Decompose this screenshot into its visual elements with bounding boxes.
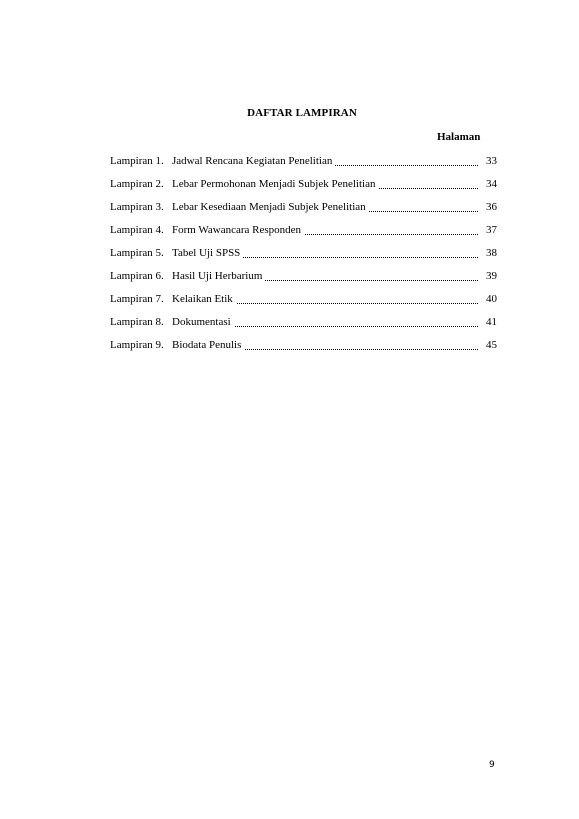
appendix-label: Lebar Kesediaan Menjadi Subjek Penelitian [172, 201, 369, 213]
appendix-list [110, 150, 497, 357]
appendix-page: 36 [486, 201, 497, 213]
document-title: DAFTAR LAMPIRAN [247, 107, 357, 119]
appendix-page: 40 [486, 293, 497, 305]
page-column-header: Halaman [437, 131, 481, 143]
appendix-number: Lampiran 2. [110, 178, 164, 190]
appendix-number: Lampiran 8. [110, 316, 164, 328]
appendix-number: Lampiran 5. [110, 247, 164, 259]
appendix-label: Tabel Uji SPSS [172, 247, 243, 259]
appendix-number: Lampiran 1. [110, 155, 164, 167]
list-item [110, 311, 497, 334]
list-item [110, 242, 497, 265]
appendix-number: Lampiran 4. [110, 224, 164, 236]
appendix-label: Dokumentasi [172, 316, 234, 328]
appendix-page: 39 [486, 270, 497, 282]
appendix-page: 41 [486, 316, 497, 328]
appendix-label: Biodata Penulis [172, 339, 244, 351]
appendix-page: 33 [486, 155, 497, 167]
appendix-page: 34 [486, 178, 497, 190]
appendix-label: Hasil Uji Herbarium [172, 270, 265, 282]
list-item [110, 334, 497, 357]
appendix-number: Lampiran 6. [110, 270, 164, 282]
appendix-number: Lampiran 9. [110, 339, 164, 351]
appendix-page: 45 [486, 339, 497, 351]
list-item [110, 288, 497, 311]
appendix-label: Lebar Permohonan Menjadi Subjek Penelitian [172, 178, 378, 190]
list-item [110, 150, 497, 173]
appendix-label: Kelaikan Etik [172, 293, 236, 305]
appendix-number: Lampiran 3. [110, 201, 164, 213]
appendix-page: 37 [486, 224, 497, 236]
page-number: 9 [489, 760, 495, 770]
appendix-page: 38 [486, 247, 497, 259]
list-item [110, 265, 497, 288]
list-item [110, 196, 497, 219]
list-item [110, 219, 497, 242]
appendix-label: Form Wawancara Responden [172, 224, 304, 236]
list-item [110, 173, 497, 196]
appendix-label: Jadwal Rencana Kegiatan Penelitian [172, 155, 335, 167]
appendix-number: Lampiran 7. [110, 293, 164, 305]
